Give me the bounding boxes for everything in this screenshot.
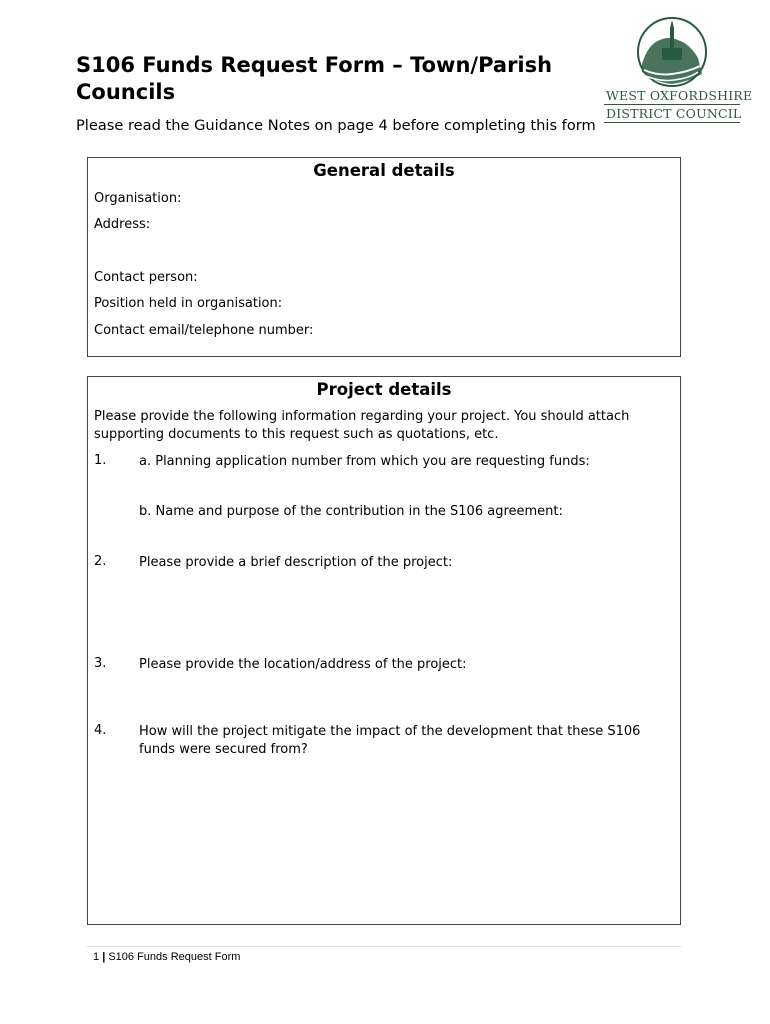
page-number: 1 <box>93 951 100 963</box>
organisation-field[interactable]: Organisation: <box>94 191 182 206</box>
logo-text-line1: WEST OXFORDSHIRE <box>606 88 753 103</box>
contact-email-phone-field[interactable]: Contact email/telephone number: <box>94 323 314 338</box>
question-number: 2. <box>94 554 107 569</box>
page-footer <box>93 951 240 963</box>
address-field[interactable]: Address: <box>94 217 151 232</box>
footer-separator: | <box>102 951 106 963</box>
guidance-note: Please read the Guidance Notes on page 4 before completing this form <box>76 117 596 134</box>
logo-text-line2: DISTRICT COUNCIL <box>606 106 742 121</box>
footer-label: S106 Funds Request Form <box>108 951 241 963</box>
project-details-heading: Project details <box>316 380 452 399</box>
question-number: 4. <box>94 723 107 738</box>
position-field[interactable]: Position held in organisation: <box>94 296 283 311</box>
page-title: S106 Funds Request Form – Town/Parish Councils <box>76 53 553 104</box>
project-details-section <box>87 376 681 925</box>
question-number: 3. <box>94 656 107 671</box>
question-number: 1. <box>94 453 107 468</box>
logo-divider <box>604 104 740 105</box>
general-details-heading: General details <box>313 161 455 180</box>
question-3[interactable]: Please provide the location/address of the project: <box>139 657 467 672</box>
question-2[interactable]: Please provide a brief description of the project: <box>139 555 453 570</box>
question-4[interactable]: How will the project mitigate the impact of the development that these S106 funds were secured from? <box>139 724 641 757</box>
logo-underline <box>604 122 740 123</box>
contact-person-field[interactable]: Contact person: <box>94 270 198 285</box>
footer-divider <box>87 946 681 947</box>
question-1b[interactable]: b. Name and purpose of the contribution in the S106 agreement: <box>139 504 563 519</box>
general-details-section <box>87 157 681 357</box>
project-intro: Please provide the following information regarding your project. You should attach supporting documents to this request such as quotations, etc. <box>94 409 630 442</box>
question-1a[interactable]: a. Planning application number from which you are requesting funds: <box>139 454 590 469</box>
